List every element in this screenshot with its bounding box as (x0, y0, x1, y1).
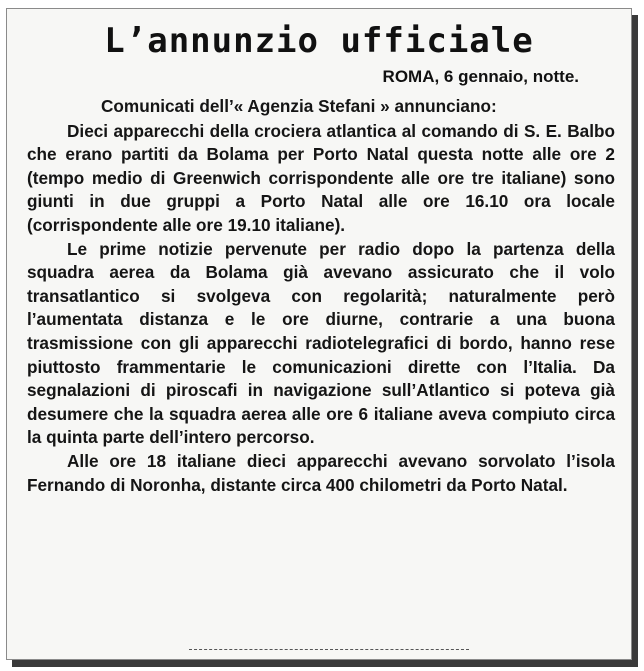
article-body (27, 95, 615, 497)
intro-line: Comunicati dell’« Agenzia Stefani » annunciano: (101, 96, 497, 116)
headline: L’annunzio ufficiale (104, 21, 534, 61)
dateline: ROMA, 6 gennaio, notte. (382, 67, 579, 86)
newspaper-clipping (6, 8, 632, 660)
paragraph-1: Dieci apparecchi della crociera atlantica al comando di S. E. Balbo che erano partiti da Bolama per Porto Natal questa notte alle ore 2 (tempo medio di Greenwich corrispondente alle ore tre italiane) sono giunti in due gruppi a Porto Natal alle ore 16.10 ora locale (corrispondente alle ore 19.10 italiane). (27, 120, 615, 235)
bottom-divider (189, 649, 469, 650)
paragraph-3: Alle ore 18 italiane dieci apparecchi avevano sorvolato l’isola Fernando di Noronha, distante circa 400 chilometri da Porto Natal. (27, 450, 615, 495)
paragraph-2: Le prime notizie pervenute per radio dopo la partenza della squadra aerea da Bolama già avevano assicurato che il volo transatlantico si svolgeva con regolarità; naturalmente però l’aumentata distanza e le ore diurne, contrarie a una buona trasmissione con gli apparecchi radiotelegrafici di bordo, hanno rese piuttosto frammentarie le comunicazioni dirette con l’Italia. Da segnalazioni di piroscafi in navigazione sull’Atlantico si poteva già desumere che la squadra aerea alle ore 6 italiane aveva compiuto circa la quinta parte dell’intero percorso. (27, 238, 615, 448)
